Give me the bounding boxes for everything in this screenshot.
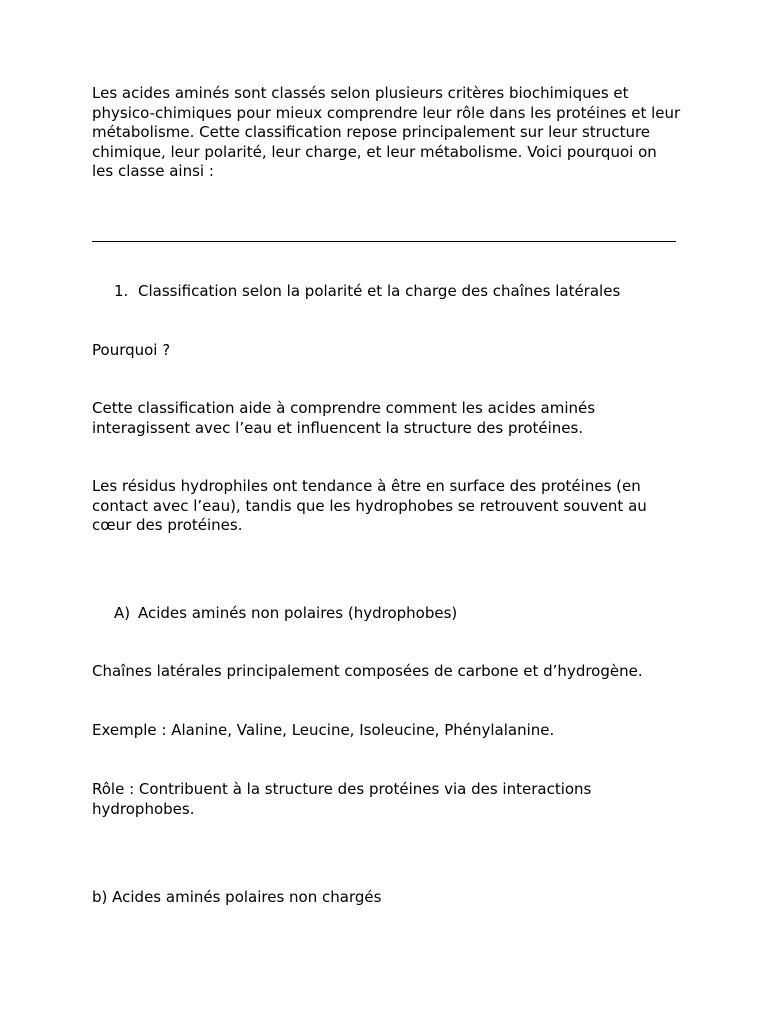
example-paragraph: Exemple : Alanine, Valine, Leucine, Isoleucine, Phénylalanine.: [92, 721, 555, 739]
section-title: Classification selon la polarité et la charge des chaînes latérales: [138, 282, 621, 300]
section-heading-1: [114, 282, 694, 302]
residues-paragraph: Les résidus hydrophiles ont tendance à être en surface des protéines (en contact avec l’eau), tandis que les hydrophobes se retrouvent souvent au cœur des protéines.: [92, 477, 647, 534]
list-number: 1.: [114, 282, 129, 300]
intro-paragraph: Les acides aminés sont classés selon plusieurs critères biochimiques et physico-chimiques pour mieux comprendre leur rôle dans les protéines et leur métabolisme. Cette classification repose principalement sur leur structure chimique, leur polarité, leur charge, et leur métabolisme. Voici pourquoi on les classe ainsi :: [92, 84, 681, 180]
subsection-title: Acides aminés non polaires (hydrophobes): [138, 604, 458, 622]
why-label: Pourquoi ?: [92, 341, 171, 359]
horizontal-rule: [92, 241, 676, 242]
role-paragraph: Rôle : Contribuent à la structure des protéines via des interactions hydrophobes.: [92, 780, 592, 818]
subsection-heading-b: b) Acides aminés polaires non chargés: [92, 888, 382, 906]
list-marker: A): [114, 604, 131, 622]
explain-paragraph: Cette classification aide à comprendre comment les acides aminés interagissent avec l’eau et influencent la structure des protéines.: [92, 399, 596, 437]
subsection-heading-a: [114, 604, 694, 624]
chains-paragraph: Chaînes latérales principalement composées de carbone et d’hydrogène.: [92, 662, 643, 680]
